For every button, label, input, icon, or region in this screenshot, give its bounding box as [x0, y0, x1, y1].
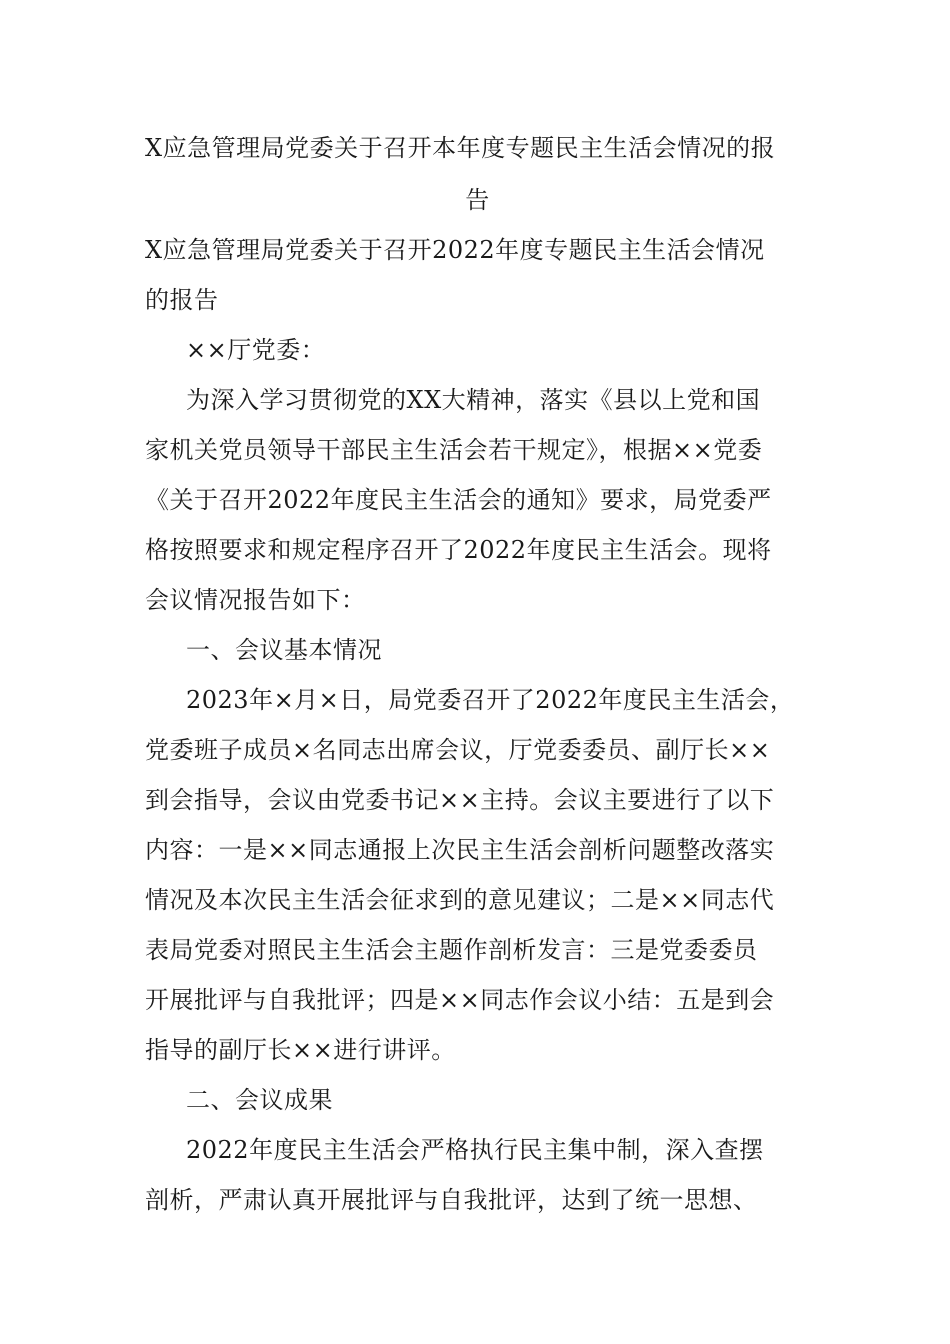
- salutation: ××厅党委：: [186, 336, 326, 364]
- intro-paragraph-line: 《关于召开2022年度民主生活会的通知》要求，局党委严: [145, 486, 772, 514]
- section-1-paragraph-line: 内容：一是××同志通报上次民主生活会剖析问题整改落实: [145, 836, 775, 864]
- section-2-paragraph-line: 2022年度民主生活会严格执行民主集中制，深入查摆: [186, 1136, 764, 1164]
- section-2-paragraph-line: 剖析，严肃认真开展批评与自我批评，达到了统一思想、: [145, 1186, 758, 1214]
- section-1-paragraph-line: 表局党委对照民主生活会主题作剖析发言：三是党委委员: [145, 936, 758, 964]
- section-1-heading: 一、会议基本情况: [186, 636, 382, 664]
- section-1-paragraph-line: 2023年×月×日，局党委召开了2022年度民主生活会，: [186, 686, 795, 714]
- document-title-line-1: X应急管理局党委关于召开本年度专题民主生活会情况的报: [145, 134, 776, 162]
- section-1-paragraph-line: 党委班子成员×名同志出席会议，厅党委委员、副厅长××: [145, 736, 771, 764]
- section-1-paragraph-line: 开展批评与自我批评；四是××同志作会议小结：五是到会: [145, 986, 775, 1014]
- section-2-heading: 二、会议成果: [186, 1086, 333, 1114]
- section-1-paragraph-line: 指导的副厅长××进行讲评。: [145, 1036, 456, 1064]
- document-subtitle-line-1: X应急管理局党委关于召开2022年度专题民主生活会情况: [145, 236, 765, 264]
- intro-paragraph-line: 为深入学习贯彻党的XX大精神，落实《县以上党和国: [186, 386, 761, 414]
- intro-paragraph-line: 格按照要求和规定程序召开了2022年度民主生活会。现将: [145, 536, 772, 564]
- document-subtitle-line-2: 的报告: [145, 286, 219, 314]
- intro-paragraph-line: 会议情况报告如下：: [145, 586, 366, 614]
- document-title-line-2: 告: [465, 186, 490, 214]
- section-1-paragraph-line: 情况及本次民主生活会征求到的意见建议；二是××同志代: [145, 886, 775, 914]
- section-1-paragraph-line: 到会指导，会议由党委书记××主持。会议主要进行了以下: [145, 786, 775, 814]
- intro-paragraph-line: 家机关党员领导干部民主生活会若干规定》，根据××党委: [145, 436, 763, 464]
